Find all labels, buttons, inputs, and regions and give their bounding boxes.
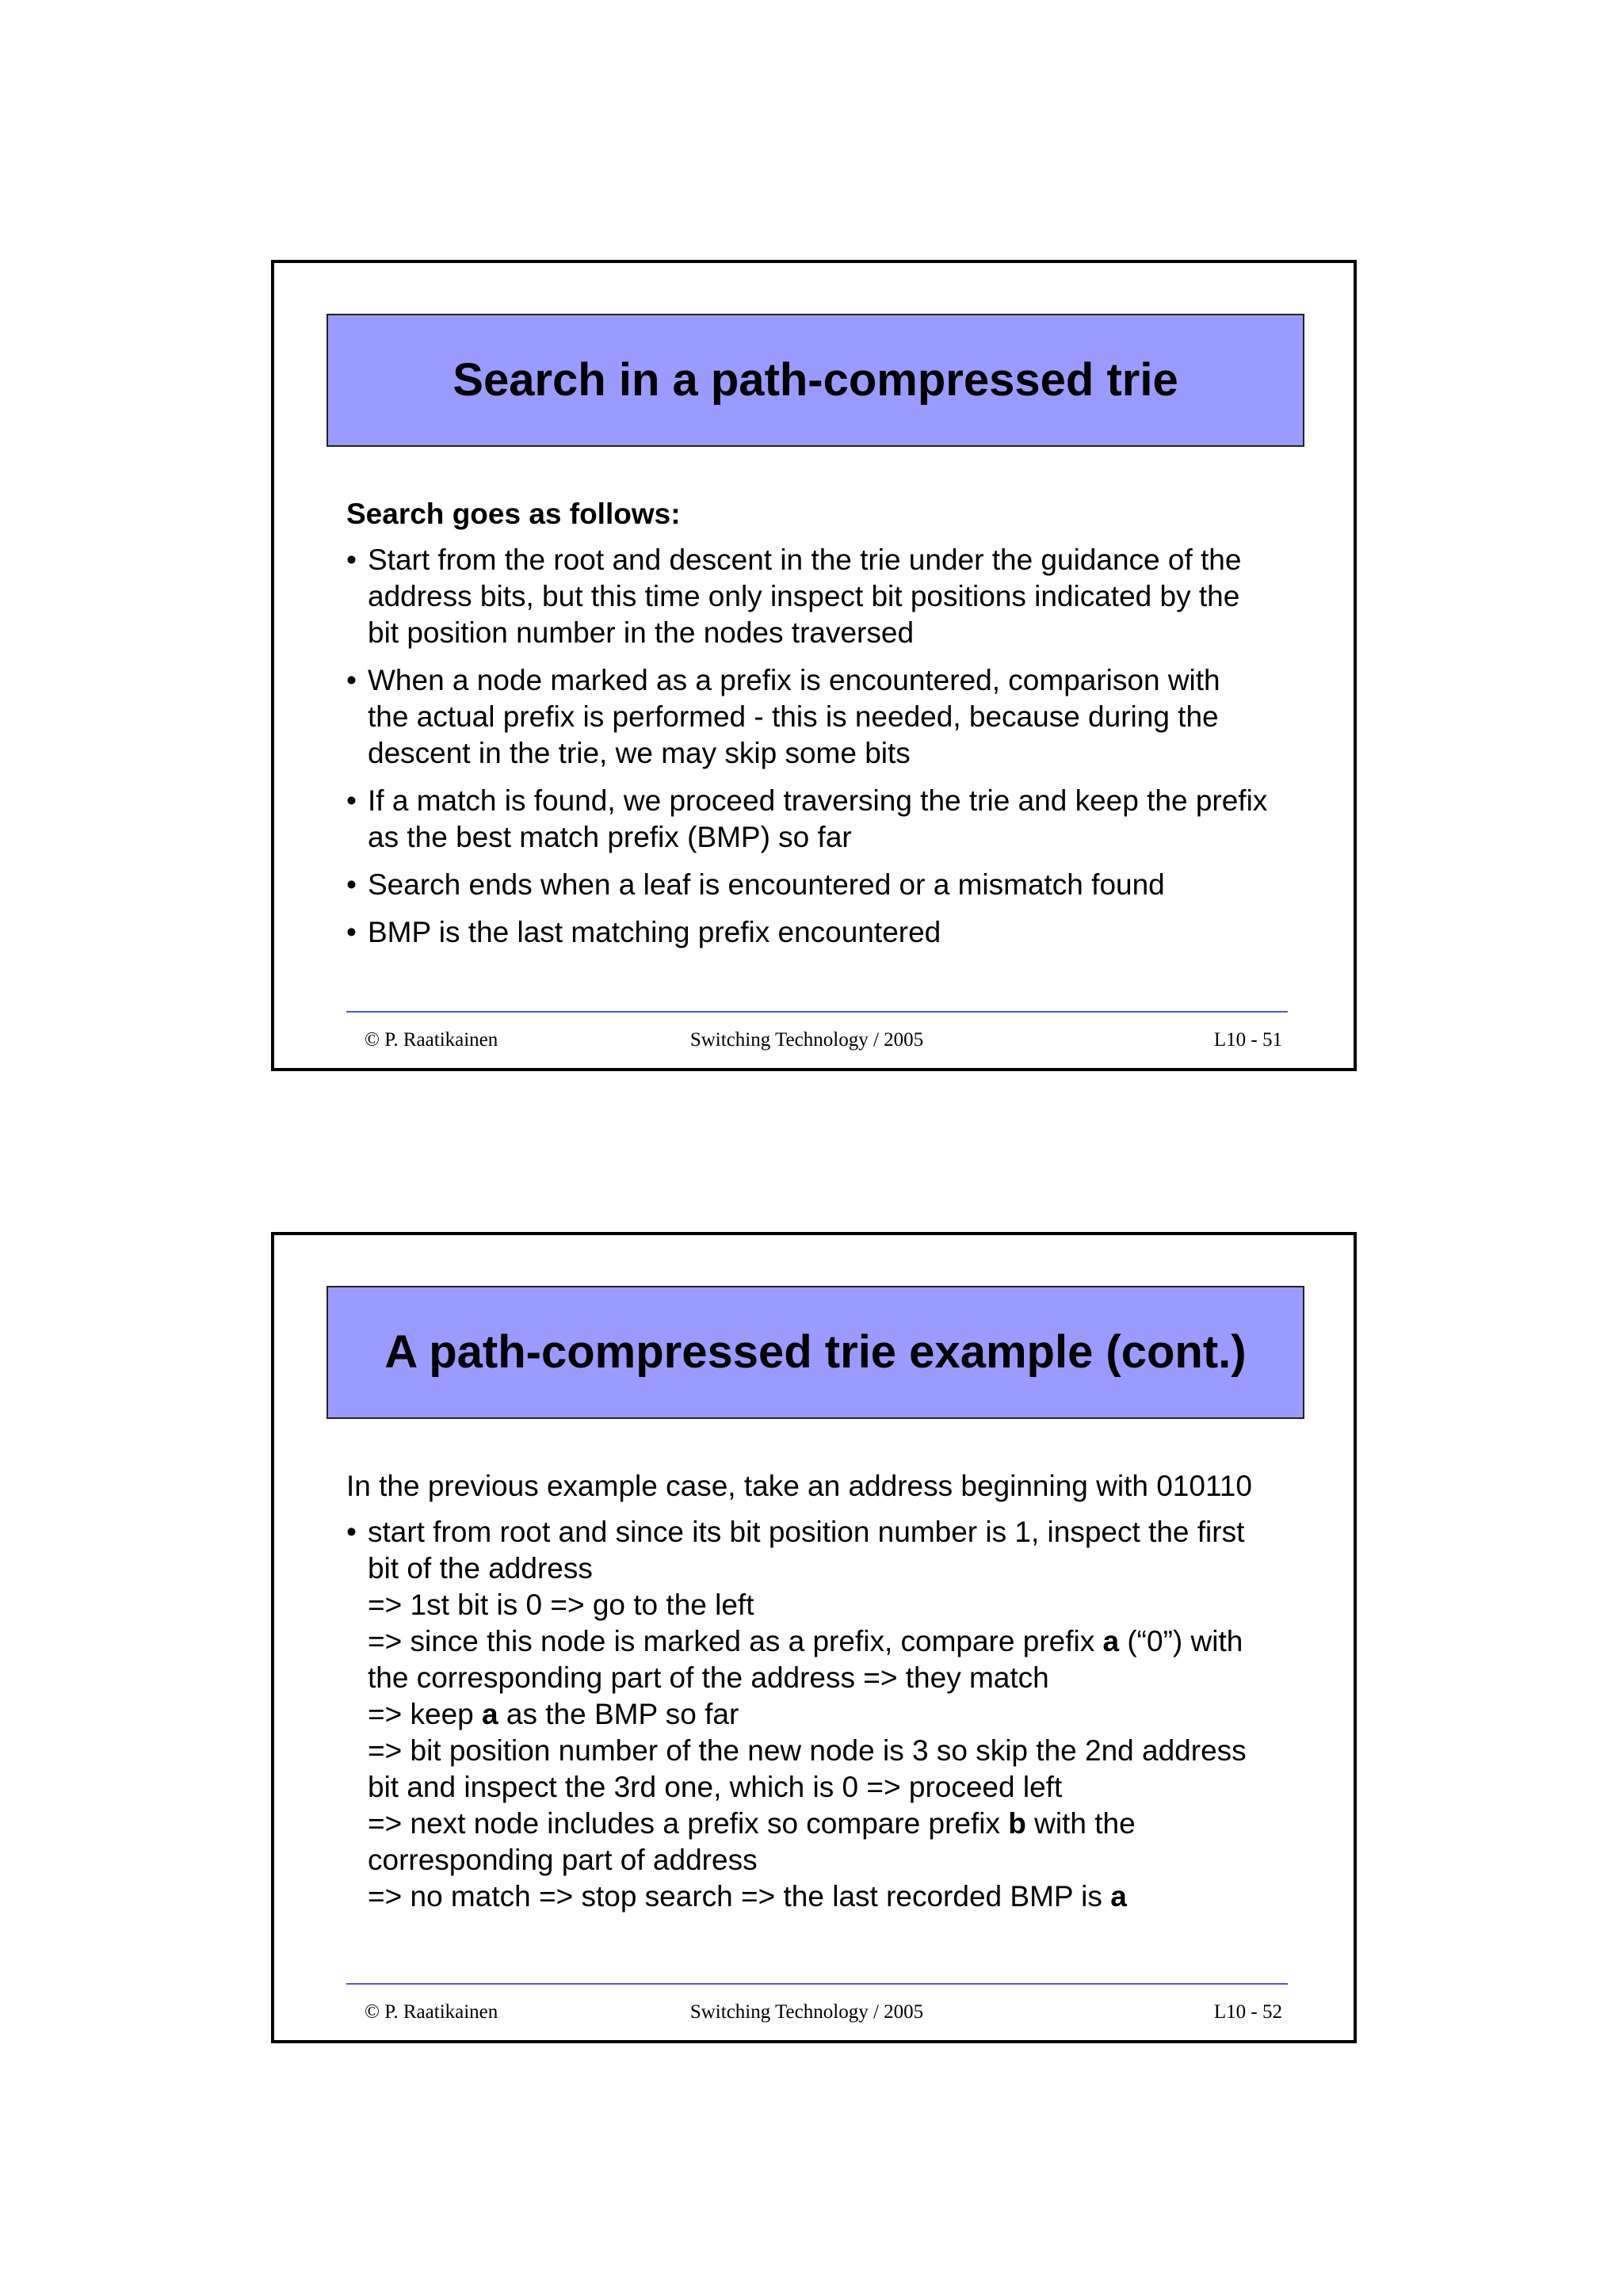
bullet-item: • start from root and since its bit position number is 1, inspect the first bit of the address => 1st bit is 0 => go to the left => since this node is marked as a prefix, compare prefix a (“0”) with the corresponding part of the address => they match => keep a as the BMP so far => bit position number of the new node is 3 so skip the 2nd address bit and inspect the 3rd one, which is 0 => proceed left => next node includes a prefix so compare prefix b with the corresponding part of address => no match => stop search => the last recorded BMP is a	[346, 1514, 1305, 1915]
prefix-label-a: a	[1102, 1625, 1120, 1657]
lead-text: In the previous example case, take an address beginning with 010110	[346, 1470, 1252, 1502]
slide-title-box	[327, 314, 1304, 447]
footer-divider	[346, 1011, 1288, 1013]
bullet-list	[346, 1514, 1305, 1915]
lead-text: Search goes as follows:	[346, 498, 681, 530]
slide-content	[346, 496, 1305, 962]
prefix-label-b: b	[1008, 1807, 1026, 1840]
footer-author: © P. Raatikainen	[365, 2001, 498, 2023]
slide-content	[346, 1468, 1305, 1926]
bullet-list	[346, 542, 1305, 951]
footer-course: Switching Technology / 2005	[689, 1029, 924, 1051]
bullet-item: • Search ends when a leaf is encountered or a mismatch found	[346, 867, 1305, 903]
footer-author: © P. Raatikainen	[365, 1029, 498, 1051]
slide-title: A path-compressed trie example (cont.)	[384, 1326, 1247, 1378]
slide-52	[271, 1232, 1357, 2043]
bullet-item: • If a match is found, we proceed traversing the trie and keep the prefix as the best match prefix (BMP) so far	[346, 783, 1305, 856]
slide-title-box	[327, 1286, 1304, 1419]
footer-divider	[346, 1983, 1288, 1985]
footer-page-number: L10 - 51	[1213, 1029, 1282, 1051]
footer-page-number: L10 - 52	[1213, 2001, 1282, 2023]
bullet-item: • Start from the root and descent in the trie under the guidance of the address bits, but this time only inspect bit positions indicated by the bit position number in the nodes traversed	[346, 542, 1305, 651]
footer-course: Switching Technology / 2005	[689, 2001, 924, 2023]
prefix-label-a: a	[1110, 1880, 1127, 1913]
prefix-label-a: a	[482, 1698, 498, 1730]
bullet-item: • BMP is the last matching prefix encountered	[346, 914, 1305, 951]
bullet-item: • When a node marked as a prefix is encountered, comparison with the actual prefix is performed - this is needed, because during the descent in the trie, we may skip some bits	[346, 662, 1305, 772]
slide-51	[271, 260, 1357, 1071]
slide-title: Search in a path-compressed trie	[453, 354, 1178, 406]
